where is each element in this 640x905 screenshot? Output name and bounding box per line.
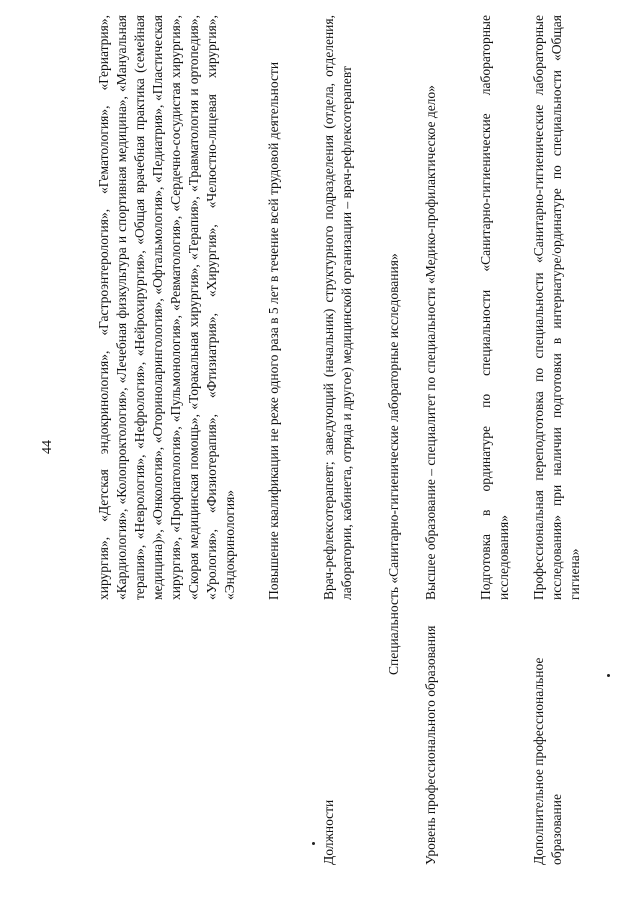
additional-education-text: Профессиональная переподготовка по специальности «Санитарно-гигиенические лабораторные исследования» при наличии подготовки в интернатуре/ординатуре по специальности «Общая гигиена» [531,15,582,600]
scan-speck [312,842,315,845]
specialties-list: хирургия», «Детская эндокринология», «Гастроэнтерология», «Гематология», «Гериатрия», «Кардиология», «Колопроктология», «Лечебная физкультура и спортивная медицина», «Мануальная терапия», «Неврология», «Нефрология», «Нейрохирургия», «Общая врачебная практика (семейная медицина)», «Онкология», «Оториноларингология», «Офтальмология», «Педиатрия», «Пластическая хирургия», «Профпатология», «Пульмонология», «Ревматология», «Сердечно-сосудистая хирургия», «Скорая медицинская помощь», «Торакальная хирургия», «Терапия», «Травматология и ортопедия», «Урология», «Физиотерапия», «Фтизиатрия», «Хирургия», «Челюстно-лицевая хирургия», «Эндокринология» [96,15,237,600]
education-level-text: Высшее образование – специалитет по специальности «Медико-профилактическое дело» [423,85,438,600]
positions-label: Должности [321,799,336,865]
additional-education-label: Дополнительное профессиональное образование [531,657,564,865]
education-level-label: Уровень профессионального образования [423,625,438,865]
residency-text: Подготовка в ординатуре по специальности «Санитарно-гигиенические лабораторные исследования» [478,15,511,600]
scan-speck [607,674,610,677]
positions-text: Врач-рефлексотерапевт; заведующий (начальник) структурного подразделения (отдела, отделения, лаборатории, кабинета, отряда и другое) медицинской организации – врач-рефлексотерапевт [321,15,354,600]
specialty-heading: Специальность «Санитарно-гигиенические лабораторные исследования» [386,253,401,675]
qualification-requirement: Повышение квалификации не реже одного раза в 5 лет в течение всей трудовой деятельности [266,61,281,600]
page-number: 44 [40,440,55,454]
